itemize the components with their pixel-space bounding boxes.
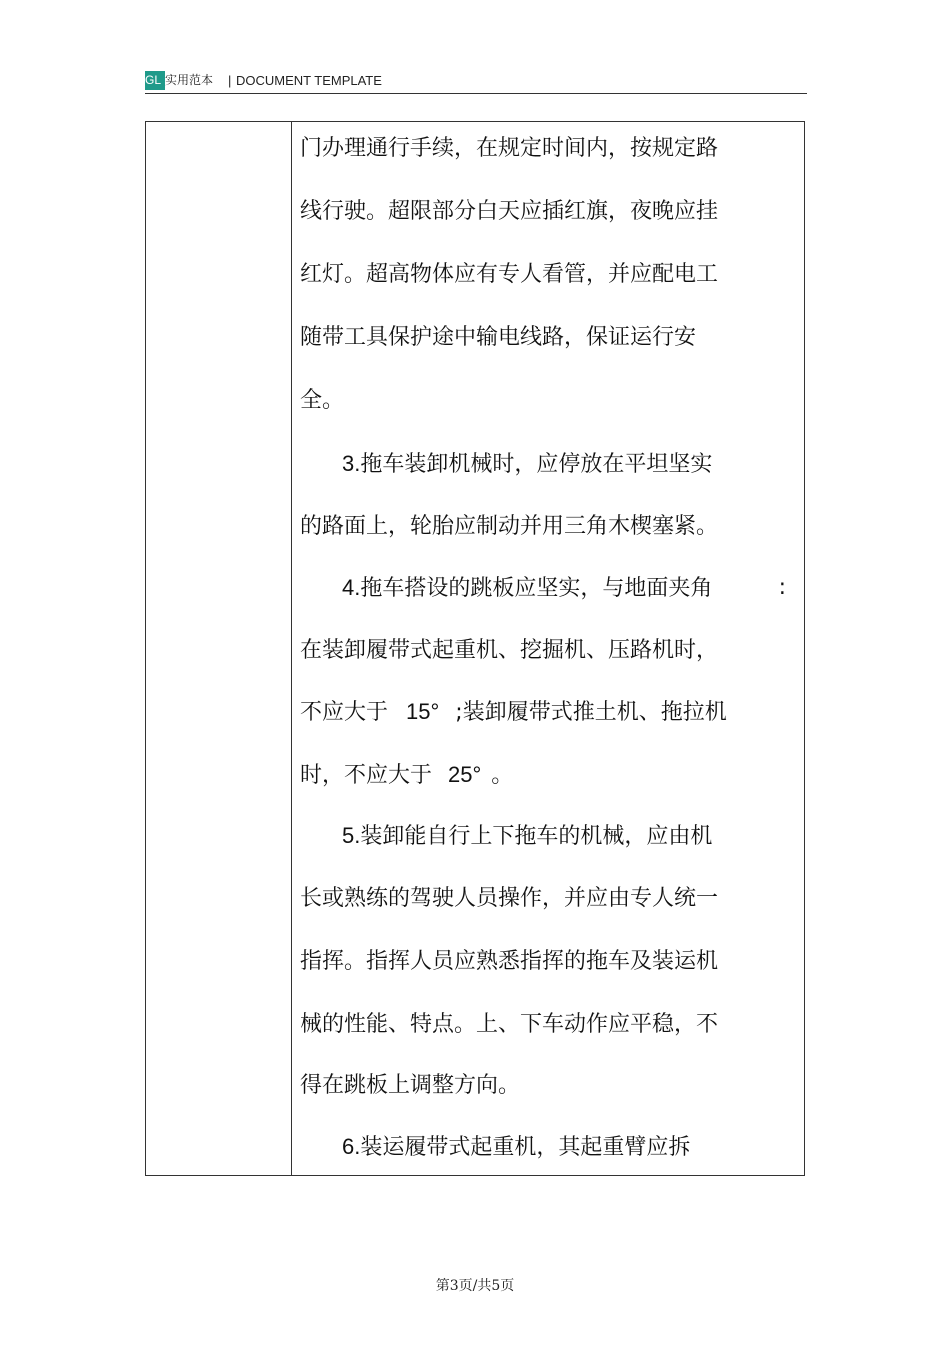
item-3-line: 3.拖车装卸机械时，应停放在平坦坚实 — [342, 451, 713, 476]
gl-logo: GL — [145, 71, 165, 90]
angle-value: 15° — [406, 699, 440, 724]
item-5-line: 5.装卸能自行上下拖车的机械，应由机 — [342, 823, 713, 848]
table-left-cell — [146, 122, 291, 1175]
colon-mark: : — [778, 575, 786, 600]
text-line: 得在跳板上调整方向。 — [300, 1073, 521, 1098]
item-6-line: 6.装运履带式起重机，其起重臂应拆 — [342, 1134, 691, 1159]
text-line-angle-15 — [300, 692, 727, 732]
text-line: 指挥。指挥人员应熟悉指挥的拖车及装运机 — [300, 949, 719, 974]
text-segment: 时，不应大于 — [300, 763, 433, 788]
text-line: 线行驶。超限部分白天应插红旗，夜晚应挂 — [300, 199, 719, 224]
text-line: 随带工具保护途中输电线路，保证运行安 — [300, 325, 697, 350]
page-header — [145, 68, 807, 94]
text-segment: ;装卸履带式推土机、拖拉机 — [455, 700, 727, 725]
text-line: 红灯。超高物体应有专人看管，并应配电工 — [300, 262, 719, 287]
document-template-label: DOCUMENT TEMPLATE — [236, 73, 382, 88]
content-table — [145, 121, 805, 1176]
table-right-cell — [292, 122, 804, 1175]
text-line-angle-25 — [300, 755, 513, 795]
brand-text: 实用范本 — [165, 73, 214, 87]
angle-value: 25° — [448, 762, 482, 787]
text-line: 长或熟练的驾驶人员操作，并应由专人统一 — [300, 886, 719, 911]
item-4-line: 4.拖车搭设的跳板应坚实，与地面夹角 — [342, 575, 713, 600]
header-separator: | — [228, 73, 232, 88]
text-line: 在装卸履带式起重机、挖掘机、压路机时， — [300, 638, 719, 663]
page-number: 第3页/共5页 — [435, 1278, 515, 1294]
text-line: 全。 — [300, 388, 345, 413]
text-line: 械的性能、特点。上、下车动作应平稳，不 — [300, 1012, 719, 1037]
text-segment: 不应大于 — [300, 700, 389, 725]
text-line: 门办理通行手续，在规定时间内，按规定路 — [300, 136, 719, 161]
text-line: 的路面上，轮胎应制动并用三角木楔塞紧。 — [300, 514, 719, 539]
text-segment: 。 — [491, 763, 514, 788]
